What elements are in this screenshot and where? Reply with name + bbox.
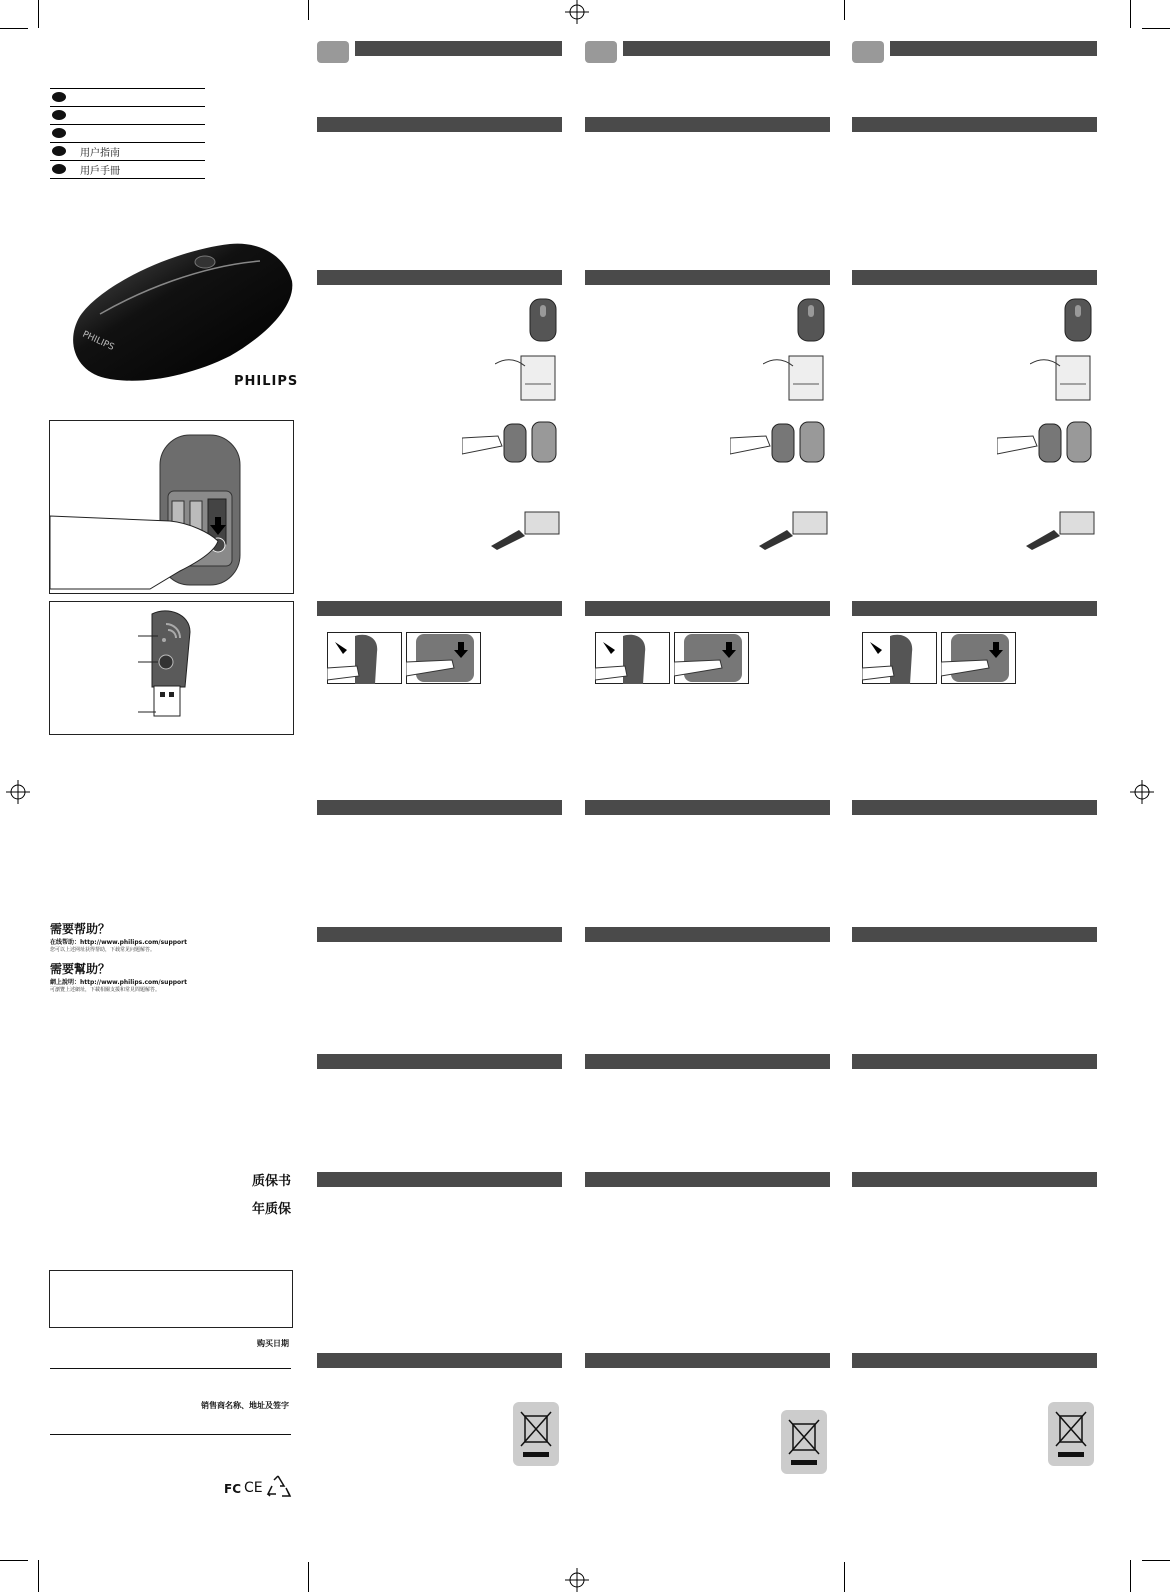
brand-logo: PHILIPS [234,374,299,389]
section-bar [317,1172,562,1187]
language-marker-icon [52,164,66,174]
crop-mark [38,0,39,28]
mouse-connect-icon [406,632,481,684]
usb-receiver-figure [49,601,294,735]
language-label: 用戶手冊 [80,166,120,177]
section-bar [585,800,830,815]
crop-mark [0,28,28,29]
language-label: 用户指南 [80,148,120,159]
help-title: 需要帮助？ [50,922,111,936]
crop-mark [0,1560,28,1561]
computer-tower-icon [763,350,827,402]
language-tab [585,41,617,63]
registration-mark-icon [6,780,30,804]
language-item [50,124,205,142]
crop-mark [38,1560,39,1592]
language-tab [317,41,349,63]
section-bar [317,117,562,132]
language-list [0,88,210,183]
weee-bin-icon [1048,1402,1094,1466]
usb-receiver-icon [50,602,293,734]
registration-mark-icon [1130,780,1154,804]
title-bar [890,41,1097,56]
dealer-label: 销售商名称、地址及签字 [201,1401,289,1410]
fcc-mark: FC [224,1482,242,1496]
usb-plug-icon [489,510,561,550]
help-description: 您可以上述网址获得帮助，下载常见问题解答。 [50,947,156,953]
section-bar [852,1353,1097,1368]
crop-mark [1142,28,1170,29]
crop-mark [1142,1560,1170,1561]
mouse-connect-icon [941,632,1016,684]
receiver-connect-icon [862,632,937,684]
computer-tower-icon [495,350,559,402]
section-bar [852,601,1097,616]
purchase-date-label: 购买日期 [257,1339,289,1348]
crop-mark [308,0,309,20]
manual-column [852,0,1097,1592]
mouse-bottom-figure [49,420,294,594]
title-bar [355,41,562,56]
help-block-simplified [50,920,295,953]
receiver-connect-icon [595,632,670,684]
mouse-top-icon [526,297,560,343]
battery-insert-icon [997,420,1093,466]
section-bar [585,1054,830,1069]
help-description: 可瀏覽上述網址，下載相關支援和常見問題解答。 [50,987,161,993]
section-bar [852,800,1097,815]
section-bar [317,601,562,616]
language-item [50,160,205,179]
receiver-connect-icon [327,632,402,684]
section-bar [585,270,830,285]
crop-mark [844,0,845,20]
section-bar [852,1054,1097,1069]
section-bar [585,601,830,616]
help-title: 需要幫助？ [50,962,111,976]
section-bar [585,1353,830,1368]
language-item [50,106,205,124]
manual-column [585,0,830,1592]
help-url-line: 網上說明：http://www.philips.com/support [50,979,187,986]
section-bar [317,800,562,815]
language-marker-icon [52,146,66,156]
warranty-years: 年质保 [251,1202,291,1217]
crop-mark [1130,1560,1131,1592]
crop-mark [1130,0,1131,28]
manual-column [317,0,562,1592]
mouse-brand-text: PHILIPS [80,329,116,353]
section-bar [317,1353,562,1368]
crop-mark [844,1562,845,1592]
battery-insert-icon [462,420,558,466]
section-bar [852,270,1097,285]
language-marker-icon [52,128,66,138]
title-bar [623,41,830,56]
help-url-line: 在线帮助：http://www.philips.com/support [50,939,187,946]
weee-bin-icon [781,1410,827,1474]
warranty-title: 质保书 [251,1174,291,1189]
section-bar [317,270,562,285]
language-marker-icon [52,110,66,120]
divider [50,1434,291,1435]
usb-plug-icon [757,510,829,550]
language-item [50,88,205,106]
section-bar [317,1054,562,1069]
ce-mark: CE [244,1480,263,1496]
section-bar [585,1172,830,1187]
mouse-connect-icon [674,632,749,684]
section-bar [852,927,1097,942]
section-bar [852,1172,1097,1187]
language-tab [852,41,884,63]
crop-mark [308,1562,309,1592]
recycle-icon [264,1474,292,1500]
section-bar [585,927,830,942]
warranty-box [49,1270,293,1328]
usb-plug-icon [1024,510,1096,550]
mouse-top-icon [794,297,828,343]
section-bar [852,117,1097,132]
mouse-top-icon [1061,297,1095,343]
divider [50,1368,291,1369]
section-bar [317,927,562,942]
help-block-traditional [50,960,295,993]
mouse-bottom-illustration [50,421,293,593]
section-bar [585,117,830,132]
weee-bin-icon [513,1402,559,1466]
language-marker-icon [52,92,66,102]
language-item [50,142,205,160]
battery-insert-icon [730,420,826,466]
warranty-heading [50,1170,291,1230]
computer-tower-icon [1030,350,1094,402]
